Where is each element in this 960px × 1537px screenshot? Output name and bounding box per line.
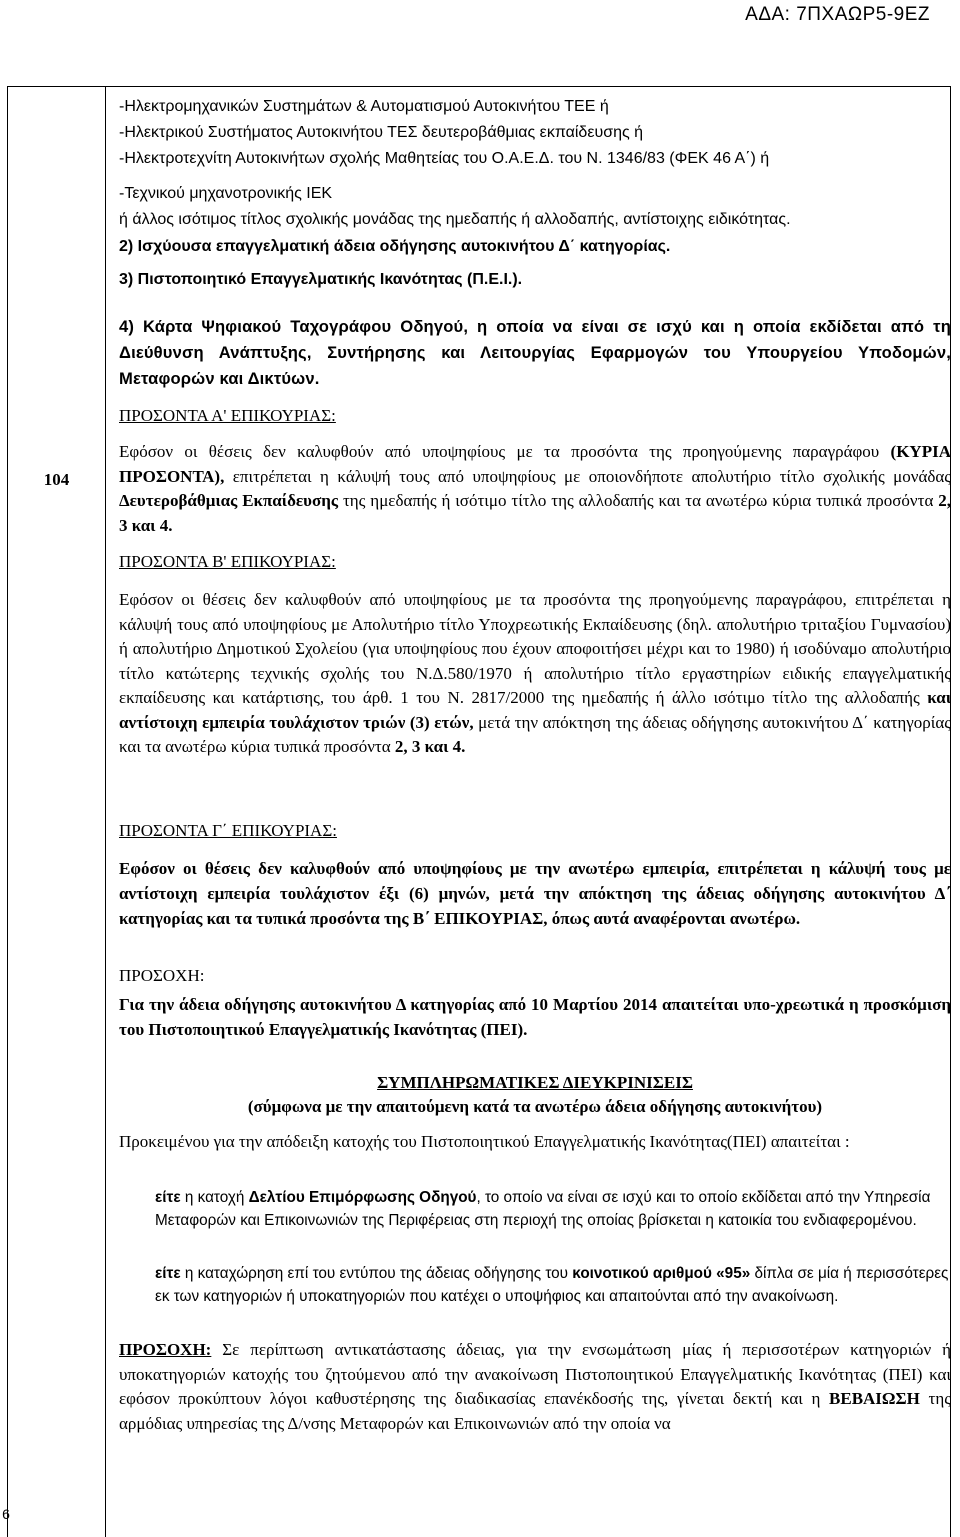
aux-a-text: της ημεδαπής ή ισότιμο τίτλο της αλλοδαπής και τα ανωτέρω κύρια τυπικά προσόντα [338, 491, 939, 510]
aux-c-heading: ΠΡΟΣΟΝΤΑ Γ΄ ΕΠΙΚΟΥΡΙΑΣ: [119, 821, 337, 840]
clarifications-subtitle: (σύμφωνα με την απαιτούμενη κατά τα ανωτέρω άδεια οδήγησης αυτοκινήτου) [247, 1097, 823, 1116]
clarifications-title [119, 1071, 951, 1096]
attention-heading: ΠΡΟΣΟΧΗ: [119, 966, 205, 985]
option-text: η κατοχή [180, 1189, 249, 1206]
clarifications-attention-bold: ΒΕΒΑΙΩΣΗ [829, 1389, 920, 1408]
option-bold: Δελτίου Επιμόρφωσης Οδηγού [248, 1189, 477, 1206]
aux-a-bold: 2, 3 και 4. [119, 491, 951, 535]
cell-content [119, 0, 951, 1533]
option-text: δίπλα σε μία ή περισσότερες εκ των κατηγοριών ή υποκατηγοριών που κατέχει ο υποψήφιος και απαιτούνται από την ανακοίνωση. [155, 1265, 949, 1305]
list-line: ή άλλος ισότιμος τίτλος σχολικής μονάδας της ημεδαπής ή αλλοδαπής, αντίστοιχης ειδικότητας. [119, 211, 791, 228]
column-divider [105, 86, 106, 1537]
attention-paragraph: Για την άδεια οδήγησης αυτοκινήτου Δ κατηγορίας από 10 Μαρτίου 2014 απαιτείται υπο-χρεωτικά η προσκόμιση του Πιστοποιητικού Επαγγελματικής Ικανότητας (ΠΕΙ). [119, 995, 951, 1039]
option-text: η καταχώρηση επί του εντύπου της άδειας οδήγησης του [180, 1265, 573, 1282]
clarifications-intro: Προκειμένου για την απόδειξη κατοχής του Πιστοποιητικού Επαγγελματικής Ικανότητας(ΠΕΙ) απαιτείται : [119, 1132, 850, 1151]
aux-a-text: Εφόσον οι θέσεις δεν καλυφθούν από υποψηφίους με τα προσόντα της προηγούμενης παραγράφου [119, 442, 891, 461]
ada-code: ΑΔΑ: 7ΠΧΑΩΡ5-9ΕΖ [745, 4, 930, 25]
list-line: -Ηλεκτρικού Συστήματος Αυτοκινήτου ΤΕΣ δευτεροβάθμιας εκπαίδευσης ή [119, 124, 644, 141]
list-line: -Ηλεκτροτεχνίτη Αυτοκινήτων σχολής Μαθητείας του Ο.Α.Ε.Δ. του Ν. 1346/83 (ΦΕΚ 46 Α΄) ή [119, 150, 770, 167]
aux-b-paragraph [119, 588, 951, 760]
aux-c-paragraph: Εφόσον οι θέσεις δεν καλυφθούν από υποψηφίους με την ανωτέρω εμπειρία, επιτρέπεται η κάλυψή τους με αντίστοιχη εμπειρία τουλάχιστον έξι (6) μηνών, μετά την απόκτηση της άδειας οδήγησης αυτοκινήτου Δ΄ κατηγορίας και τα τυπικά προσόντα της Β΄ ΕΠΙΚΟΥΡΙΑΣ, όπως αυτά αναφέρονται ανωτέρω. [119, 859, 951, 928]
clarifications-option-2 [119, 1262, 951, 1308]
requirement-tachograph: 4) Κάρτα Ψηφιακού Ταχογράφου Οδηγού, η οποία να είναι σε ισχύ και η οποία εκδίδεται από τη Διεύθυνση Ανάπτυξης, Συντήρησης και Λειτουργίας Εφαρμογών του Υπουργείου Υποδομών, Μεταφορών και Δικτύων. [119, 317, 951, 388]
clarifications-attention-text: της αρμόδιας υπηρεσίας της Δ/νσης Μεταφορών και Επικοινωνιών από την οποία να [119, 1389, 951, 1433]
aux-b-text: Εφόσον οι θέσεις δεν καλυφθούν από υποψηφίους με τα προσόντα της προηγούμενης παραγράφου, επιτρέπεται η κάλυψή τους από υποψηφίους με Απολυτήριο τίτλο Υποχρεωτικής Εκπαίδευσης (δηλ. απολυτήριο τριταξίου Γυμνασίου) ή απολυτήριο Δημοτικού Σχολείου (για υποψηφίους που έχουν αποφοιτήσει μέχρι και το 1980) ή ισοδύναμο απολυτήριο τίτλο κατώτερης τεχνικής σχολής του Ν.Δ.580/1970 ή απολυτήριο τίτλο εργαστηρίων ειδικής επαγγελματικής εκπαίδευσης και κατάρτισης, του άρθ. 1 του Ν. 2817/2000 της ημεδαπής ή άλλο ισότιμο τίτλο της αλλοδαπής [119, 590, 951, 707]
list-line: -Τεχνικού μηχανοτρονικής ΙΕΚ [119, 185, 333, 202]
page-number: 6 [2, 1506, 10, 1522]
requirement-license: 2) Ισχύουσα επαγγελματική άδεια οδήγησης αυτοκινήτου Δ΄ κατηγορίας. [119, 238, 671, 255]
aux-a-text: επιτρέπεται η κάλυψή τους από υποψηφίους με οποιονδήποτε απολυτήριο τίτλο σχολικής μονάδας [224, 466, 951, 486]
aux-a-heading: ΠΡΟΣΟΝΤΑ Α' ΕΠΙΚΟΥΡΙΑΣ: [119, 406, 336, 425]
aux-a-bold: Δευτεροβάθμιας Εκπαίδευσης [119, 491, 339, 510]
aux-a-paragraph [119, 440, 951, 538]
clarifications-title-text: ΣΥΜΠΛΗΡΩΜΑΤΙΚΕΣ ΔΙΕΥΚΡΙΝΙΣΕΙΣ [377, 1073, 693, 1092]
option-either: είτε [155, 1189, 181, 1206]
clarifications-option-1 [119, 1186, 951, 1232]
clarifications-attention-heading: ΠΡΟΣΟΧΗ: [119, 1340, 212, 1359]
option-bold: κοινοτικού αριθμού «95» [572, 1265, 751, 1282]
option-text: , το οποίο να είναι σε ισχύ και το οποίο εκδίδεται από την Υπηρεσία Μεταφορών και Επικοινωνιών της Περιφέρειας στη περιοχή της οποίας βρίσκεται η κατοικία του ενδιαφερομένου. [155, 1189, 931, 1229]
requirement-pei: 3) Πιστοποιητικό Επαγγελματικής Ικανότητας (Π.Ε.Ι.). [119, 271, 523, 288]
row-number: 104 [43, 470, 70, 489]
aux-b-bold: και αντίστοιχη εμπειρία τουλάχιστον τριών (3) ετών, [119, 688, 951, 732]
option-either: είτε [155, 1265, 181, 1282]
list-line: -Ηλεκτρομηχανικών Συστημάτων & Αυτοματισμού Αυτοκινήτου ΤΕΕ ή [119, 98, 609, 115]
clarifications-attention-text: Σε περίπτωση αντικατάστασης άδειας, για την ενσωμάτωση μίας ή περισσοτέρων κατηγοριών ή υποκατηγοριών κατοχής του ζητούμενου από την ανακοίνωση Πιστοποιητικού Επαγγελματικής Ικανότητας (ΠΕΙ) και εφόσον προκύπτουν λόγοι καθυστέρησης της διαδικασίας επανέκδοσής της, γίνεται δεκτή και η [119, 1340, 951, 1408]
aux-b-text: μετά την απόκτηση της άδειας οδήγησης αυτοκινήτου Δ΄ κατηγορίας και τα ανωτέρω κύρια τυπικά προσόντα [119, 712, 952, 756]
aux-a-bold: (ΚΥΡΙΑ ΠΡΟΣΟΝΤΑ), [119, 442, 951, 486]
aux-b-heading: ΠΡΟΣΟΝΤΑ Β' ΕΠΙΚΟΥΡΙΑΣ: [119, 552, 336, 571]
clarifications-attention [119, 1338, 951, 1436]
aux-b-bold: 2, 3 και 4. [394, 737, 466, 756]
